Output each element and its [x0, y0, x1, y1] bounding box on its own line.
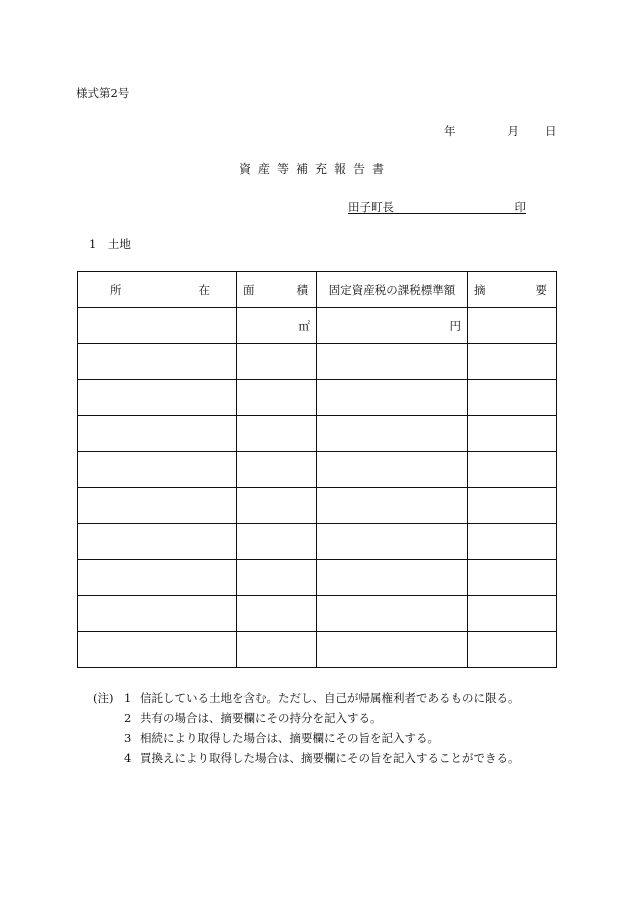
note-item [93, 688, 520, 708]
land-table [77, 271, 557, 668]
cell-remarks[interactable] [468, 596, 557, 632]
cell-location[interactable] [78, 560, 237, 596]
document-title: 資産等補充報告書 [238, 162, 391, 176]
cell-area[interactable] [237, 380, 317, 416]
notes [93, 688, 520, 768]
cell-tax-base[interactable] [317, 380, 468, 416]
cell-location[interactable] [78, 380, 237, 416]
table-row [78, 416, 557, 452]
note-number: 3 [124, 731, 132, 745]
note-item [93, 708, 520, 728]
cell-tax-base[interactable] [317, 344, 468, 380]
cell-remarks[interactable] [468, 416, 557, 452]
table-row [78, 524, 557, 560]
note-item [93, 748, 520, 768]
cell-location[interactable] [78, 308, 237, 344]
header-area: 面 積 [237, 272, 317, 308]
cell-tax-base[interactable] [317, 596, 468, 632]
table-row [78, 560, 557, 596]
header-location: 所 在 [78, 272, 237, 308]
note-text: 信託している土地を含む。ただし、自己が帰属権利者であるものに限る。 [140, 691, 520, 705]
cell-area[interactable] [237, 632, 317, 668]
note-item [93, 728, 520, 748]
cell-area[interactable] [237, 488, 317, 524]
table-row [78, 632, 557, 668]
cell-area[interactable] [237, 596, 317, 632]
table-row [78, 488, 557, 524]
note-number: 2 [124, 711, 132, 725]
date-line [444, 123, 557, 139]
mayor-signature-line [348, 199, 526, 214]
cell-remarks[interactable] [468, 524, 557, 560]
cell-location[interactable] [78, 524, 237, 560]
cell-tax-base[interactable] [317, 488, 468, 524]
notes-label: (注) [93, 691, 114, 705]
cell-location[interactable] [78, 488, 237, 524]
date-month-label: 月 [507, 124, 519, 138]
cell-remarks[interactable] [468, 380, 557, 416]
date-day-label: 日 [545, 124, 557, 138]
cell-area[interactable] [237, 560, 317, 596]
cell-remarks[interactable] [468, 632, 557, 668]
cell-area[interactable] [237, 344, 317, 380]
table-row [78, 380, 557, 416]
note-text: 共有の場合は、摘要欄にその持分を記入する。 [140, 711, 382, 725]
cell-remarks[interactable] [468, 308, 557, 344]
table-row [78, 596, 557, 632]
table-header-row [78, 272, 557, 308]
table-row [78, 308, 557, 344]
section-heading: 1 土地 [89, 237, 131, 251]
cell-area[interactable] [237, 452, 317, 488]
cell-location[interactable] [78, 452, 237, 488]
cell-area[interactable] [237, 524, 317, 560]
cell-area[interactable] [237, 416, 317, 452]
cell-tax-base[interactable] [317, 632, 468, 668]
cell-remarks[interactable] [468, 488, 557, 524]
note-text: 相続により取得した場合は、摘要欄にその旨を記入する。 [140, 731, 439, 745]
header-tax-base: 固定資産税の課税標準額 [317, 272, 468, 308]
cell-location[interactable] [78, 344, 237, 380]
note-number: 4 [124, 751, 132, 765]
table-row [78, 452, 557, 488]
form-number: 様式第2号 [76, 86, 130, 100]
cell-remarks[interactable] [468, 560, 557, 596]
cell-area-unit[interactable]: ㎡ [237, 308, 317, 344]
note-number: 1 [124, 691, 132, 705]
header-remarks: 摘 要 [468, 272, 557, 308]
cell-location[interactable] [78, 416, 237, 452]
cell-tax-base[interactable] [317, 416, 468, 452]
cell-tax-base[interactable] [317, 524, 468, 560]
mayor-label: 田子町長 [348, 200, 394, 214]
cell-remarks[interactable] [468, 344, 557, 380]
table-row [78, 344, 557, 380]
date-year-label: 年 [444, 124, 456, 138]
seal-mark: 印 [514, 200, 526, 214]
cell-tax-base[interactable] [317, 452, 468, 488]
cell-location[interactable] [78, 632, 237, 668]
cell-tax-base-unit[interactable]: 円 [317, 308, 468, 344]
note-text: 買換えにより取得した場合は、摘要欄にその旨を記入することができる。 [140, 751, 520, 765]
cell-tax-base[interactable] [317, 560, 468, 596]
cell-remarks[interactable] [468, 452, 557, 488]
cell-location[interactable] [78, 596, 237, 632]
